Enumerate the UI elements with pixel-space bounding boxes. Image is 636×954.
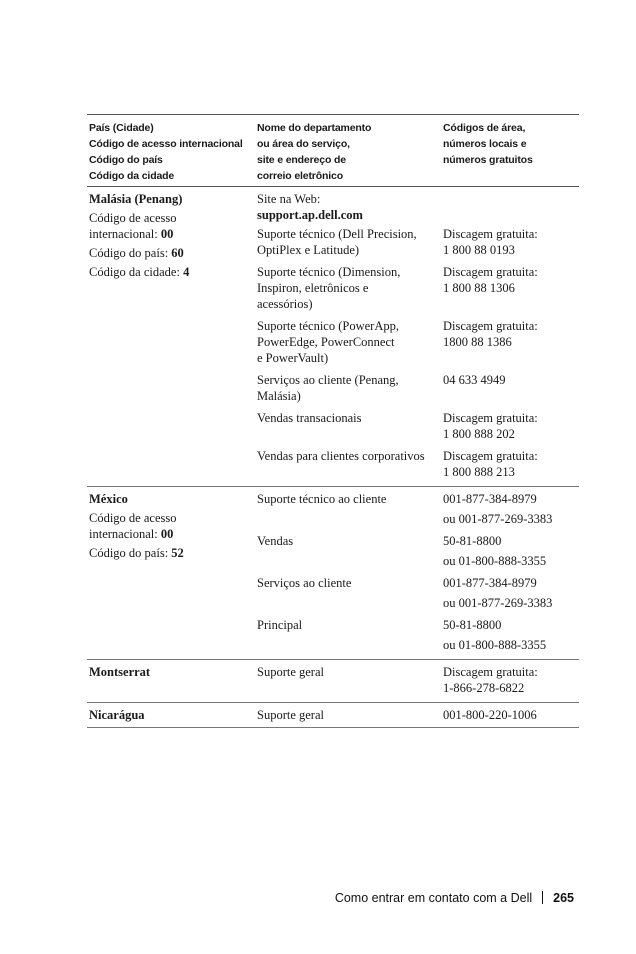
header-text: Código da cidade xyxy=(89,170,175,182)
access-code-line xyxy=(89,226,257,242)
service-name xyxy=(257,264,443,312)
phone-number xyxy=(443,410,579,442)
access-code-label: internacional: xyxy=(89,227,161,241)
city-code-value: 4 xyxy=(183,265,190,279)
phone-number xyxy=(443,191,579,223)
service-name xyxy=(257,226,443,258)
phone-number xyxy=(443,617,579,653)
service-list xyxy=(257,703,579,723)
phone-number xyxy=(443,575,579,611)
number-text: 1800 88 1386 xyxy=(443,335,512,349)
service-name xyxy=(257,191,443,223)
service-text: PowerEdge, PowerConnect xyxy=(257,335,395,349)
service-name xyxy=(257,707,443,723)
country-info xyxy=(87,703,257,723)
phone-number xyxy=(443,226,579,258)
service-name xyxy=(257,491,443,527)
phone-number xyxy=(443,533,579,569)
phone-number xyxy=(443,318,579,366)
country-code-line xyxy=(89,245,257,261)
service-text: Malásia) xyxy=(257,389,301,403)
number-text: Discagem gratuita: xyxy=(443,449,538,463)
access-code-value: 00 xyxy=(160,527,174,541)
country-section-malaysia xyxy=(87,187,579,487)
service-name xyxy=(257,410,443,442)
contact-table xyxy=(87,114,579,728)
number-text: 50-81-8800 xyxy=(443,534,502,548)
phone-number xyxy=(443,448,579,480)
service-text: Suporte técnico ao cliente xyxy=(257,492,387,506)
number-text: ou 01-800-888-3355 xyxy=(443,638,547,652)
table-row xyxy=(257,533,579,569)
header-text: Nome do departamento xyxy=(257,122,372,134)
header-text: Códigos de área, xyxy=(443,122,526,134)
access-code-line xyxy=(89,526,257,542)
country-name: México xyxy=(89,492,128,506)
number-text: Discagem gratuita: xyxy=(443,319,538,333)
number-text: 001-800-220-1006 xyxy=(443,708,537,722)
service-text: Principal xyxy=(257,618,303,632)
country-name: Malásia (Penang) xyxy=(89,192,183,206)
service-text: OptiPlex e Latitude) xyxy=(257,243,360,257)
footer-separator xyxy=(542,891,543,904)
country-code-label: Código do país: xyxy=(89,546,172,560)
country-info xyxy=(87,487,257,653)
country-code-line xyxy=(89,545,257,561)
header-department-column xyxy=(257,120,443,184)
service-name xyxy=(257,533,443,569)
number-text: Discagem gratuita: xyxy=(443,227,538,241)
table-row xyxy=(257,410,579,442)
service-name xyxy=(257,372,443,404)
header-text: ou área do serviço, xyxy=(257,138,350,150)
header-country-column xyxy=(87,120,257,184)
table-header xyxy=(87,115,579,187)
service-list xyxy=(257,660,579,696)
number-text: 001-877-384-8979 xyxy=(443,492,537,506)
header-text: números locais e xyxy=(443,138,527,150)
table-row xyxy=(257,707,579,723)
table-row xyxy=(257,226,579,258)
country-info xyxy=(87,187,257,480)
number-text: ou 001-877-269-3383 xyxy=(443,512,553,526)
table-row xyxy=(257,372,579,404)
number-text: 1-866-278-6822 xyxy=(443,681,525,695)
number-text: ou 01-800-888-3355 xyxy=(443,554,547,568)
service-name xyxy=(257,575,443,611)
number-text: 1 800 888 202 xyxy=(443,427,515,441)
header-numbers-column xyxy=(443,120,579,184)
country-code-label: Código do país: xyxy=(89,246,172,260)
website-link[interactable]: support.ap.dell.com xyxy=(257,208,363,222)
city-code-line xyxy=(89,264,257,280)
table-row xyxy=(257,575,579,611)
number-text: 001-877-384-8979 xyxy=(443,576,537,590)
number-text: 04 633 4949 xyxy=(443,373,506,387)
service-text: e PowerVault) xyxy=(257,351,329,365)
access-code-label: Código de acesso xyxy=(89,211,177,225)
access-code-label: internacional: xyxy=(89,527,161,541)
service-text: Site na Web: xyxy=(257,192,321,206)
service-text: Serviços ao cliente xyxy=(257,576,352,590)
service-text: Suporte técnico (Dimension, xyxy=(257,265,401,279)
table-row xyxy=(257,318,579,366)
footer-title: Como entrar em contato com a Dell xyxy=(334,891,533,905)
header-text: País (Cidade) xyxy=(89,122,154,134)
phone-number xyxy=(443,491,579,527)
number-text: 1 800 88 0193 xyxy=(443,243,515,257)
number-text: Discagem gratuita: xyxy=(443,265,538,279)
service-text: Suporte geral xyxy=(257,708,324,722)
country-section-mexico xyxy=(87,487,579,660)
service-name xyxy=(257,318,443,366)
table-row xyxy=(257,191,579,223)
service-list xyxy=(257,187,579,480)
service-text: Inspiron, eletrônicos e xyxy=(257,281,369,295)
country-name: Montserrat xyxy=(89,665,151,679)
phone-number xyxy=(443,372,579,404)
country-code-value: 52 xyxy=(171,546,184,560)
service-text: Serviços ao cliente (Penang, xyxy=(257,373,399,387)
page-footer xyxy=(0,891,574,905)
service-list xyxy=(257,487,579,653)
service-text: Vendas para clientes corporativos xyxy=(257,449,425,463)
service-text: Suporte técnico (PowerApp, xyxy=(257,319,399,333)
number-text: 50-81-8800 xyxy=(443,618,502,632)
service-text: acessórios) xyxy=(257,297,313,311)
table-row xyxy=(257,664,579,696)
number-text: 1 800 88 1306 xyxy=(443,281,515,295)
header-text: site e endereço de xyxy=(257,154,346,166)
number-text: ou 001-877-269-3383 xyxy=(443,596,553,610)
table-row xyxy=(257,264,579,312)
country-name: Nicarágua xyxy=(89,708,145,722)
country-section-nicaragua xyxy=(87,703,579,728)
table-row xyxy=(257,491,579,527)
service-name xyxy=(257,448,443,480)
service-text: Suporte geral xyxy=(257,665,324,679)
number-text: 1 800 888 213 xyxy=(443,465,515,479)
header-text: correio eletrônico xyxy=(257,170,343,182)
table-row xyxy=(257,617,579,653)
country-code-value: 60 xyxy=(171,246,184,260)
access-code-label: Código de acesso xyxy=(89,511,177,525)
table-row xyxy=(257,448,579,480)
page-number: 265 xyxy=(553,891,574,905)
phone-number xyxy=(443,707,579,723)
service-name xyxy=(257,664,443,696)
header-text: números gratuitos xyxy=(443,154,533,166)
service-text: Vendas xyxy=(257,534,294,548)
access-code-value: 00 xyxy=(160,227,174,241)
phone-number xyxy=(443,664,579,696)
service-name xyxy=(257,617,443,653)
number-text: Discagem gratuita: xyxy=(443,665,538,679)
service-text: Vendas transacionais xyxy=(257,411,362,425)
number-text: Discagem gratuita: xyxy=(443,411,538,425)
phone-number xyxy=(443,264,579,312)
service-text: Suporte técnico (Dell Precision, xyxy=(257,227,417,241)
header-text: Código do país xyxy=(89,154,163,166)
city-code-label: Código da cidade: xyxy=(89,265,184,279)
country-section-montserrat xyxy=(87,660,579,703)
country-info xyxy=(87,660,257,696)
header-text: Código de acesso internacional xyxy=(89,138,243,150)
